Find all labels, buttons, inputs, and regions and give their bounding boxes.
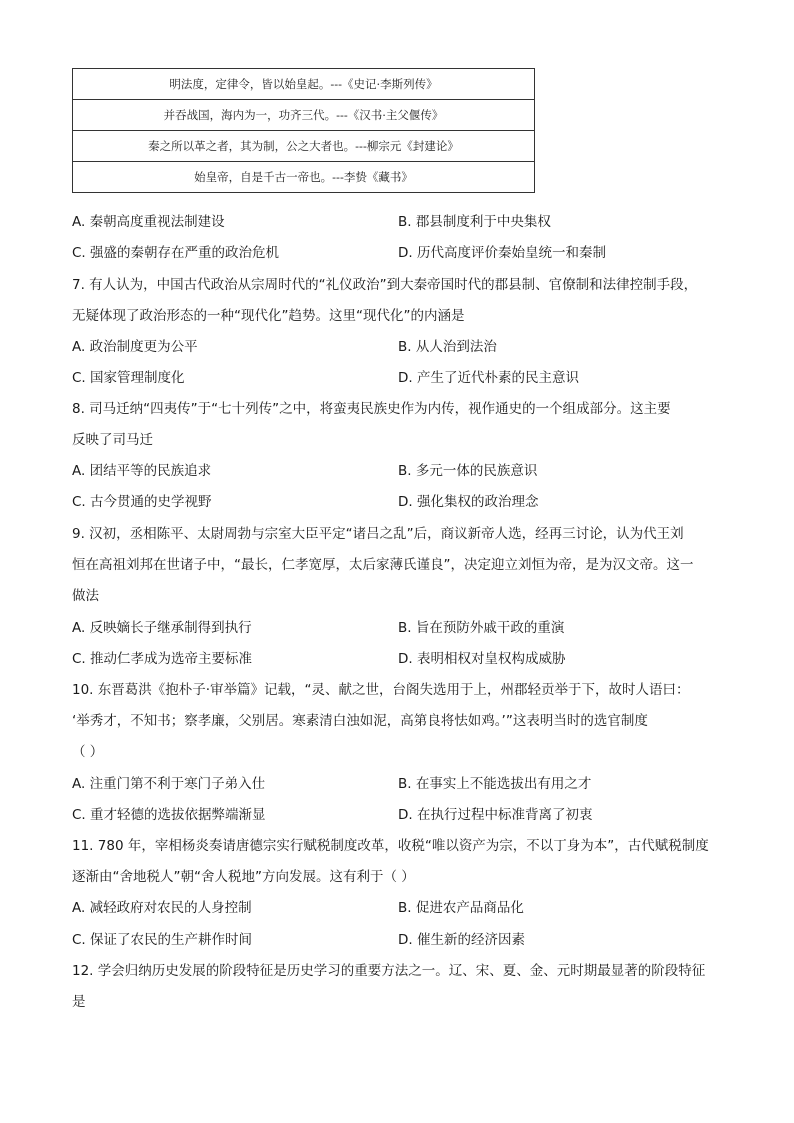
option-b: B. 促进农产品商品化 [398,900,524,916]
question-stem: 做法 [72,588,99,604]
option-b: B. 多元一体的民族意识 [398,463,538,479]
option-a: A. 减轻政府对农民的人身控制 [72,900,252,916]
option-d: D. 表明相权对皇权构成威胁 [398,651,566,667]
option-c: C. 重才轻德的选拔依据弊端渐显 [72,807,266,823]
question-stem: 恒在高祖刘邦在世诸子中，“最长，仁孝宽厚，太后家薄氏谨良”，决定迎立刘恒为帝，是为汉文帝。这一 [72,557,694,573]
quote-table [72,68,535,193]
option-d: D. 历代高度评价秦始皇统一和秦制 [398,245,606,261]
quote-cell: 明法度，定律令，皆以始皇起。---《史记·李斯列传》 [73,69,535,100]
question-stem: 反映了司马迁 [72,432,153,448]
option-a: A. 注重门第不利于寒门子弟入仕 [72,776,266,792]
question-stem: 10. 东晋葛洪《抱朴子·审举篇》记载，“灵、献之世，台阁失选用于上，州郡轻贡举于下，故时人语曰： [72,682,690,698]
option-c: C. 保证了农民的生产耕作时间 [72,932,253,948]
question-stem: 逐渐由“舍地税人”朝“舍人税地”方向发展。这有利于（ ） [72,869,415,885]
quote-cell: 始皇帝，自是千古一帝也。---李贽《藏书》 [73,162,535,193]
question-stem: 7. 有人认为，中国古代政治从宗周时代的“礼仪政治”到大秦帝国时代的郡县制、官僚制和法律控制手段， [72,277,698,293]
question-stem: （ ） [72,744,104,760]
question-stem: 11. 780 年，宰相杨炎奏请唐德宗实行赋税制度改革，收税“唯以资产为宗，不以丁身为本”，古代赋税制度 [72,838,709,854]
quote-cell: 并吞战国，海内为一，功齐三代。---《汉书·主父偃传》 [73,100,535,131]
option-b: B. 旨在预防外戚干政的重演 [398,620,565,636]
option-b: B. 从人治到法治 [398,339,497,355]
option-d: D. 催生新的经济因素 [398,932,525,948]
question-stem: 无疑体现了政治形态的一种“现代化”趋势。这里“现代化”的内涵是 [72,308,465,324]
option-c: C. 国家管理制度化 [72,370,185,386]
quote-cell: 秦之所以革之者，其为制，公之大者也。---柳宗元《封建论》 [73,131,535,162]
question-stem: 12. 学会归纳历史发展的阶段特征是历史学习的重要方法之一。辽、宋、夏、金、元时期最显著的阶段特征 [72,963,706,979]
question-stem: 8. 司马迁纳“四夷传”于“七十列传”之中，将蛮夷民族史作为内传，视作通史的一个组成部分。这主要 [72,401,671,417]
option-d: D. 产生了近代朴素的民主意识 [398,370,579,386]
question-stem: 是 [72,994,86,1010]
option-c: C. 推动仁孝成为选帝主要标准 [72,651,253,667]
option-b: B. 郡县制度利于中央集权 [398,214,551,230]
option-d: D. 在执行过程中标准背离了初衷 [398,807,593,823]
option-c: C. 古今贯通的史学视野 [72,494,212,510]
option-d: D. 强化集权的政治理念 [398,494,539,510]
question-stem: ‘举秀才，不知书；察孝廉，父别居。寒素清白浊如泥，高第良将怯如鸡。’”这表明当时的选官制度 [72,713,648,729]
question-stem: 9. 汉初，丞相陈平、太尉周勃与宗室大臣平定“诸吕之乱”后，商议新帝人选，经再三讨论，认为代王刘 [72,526,684,542]
option-a: A. 团结平等的民族追求 [72,463,212,479]
option-c: C. 强盛的秦朝存在严重的政治危机 [72,245,280,261]
option-a: A. 秦朝高度重视法制建设 [72,214,225,230]
option-a: A. 反映嫡长子继承制得到执行 [72,620,252,636]
option-b: B. 在事实上不能选拔出有用之才 [398,776,592,792]
option-a: A. 政治制度更为公平 [72,339,198,355]
